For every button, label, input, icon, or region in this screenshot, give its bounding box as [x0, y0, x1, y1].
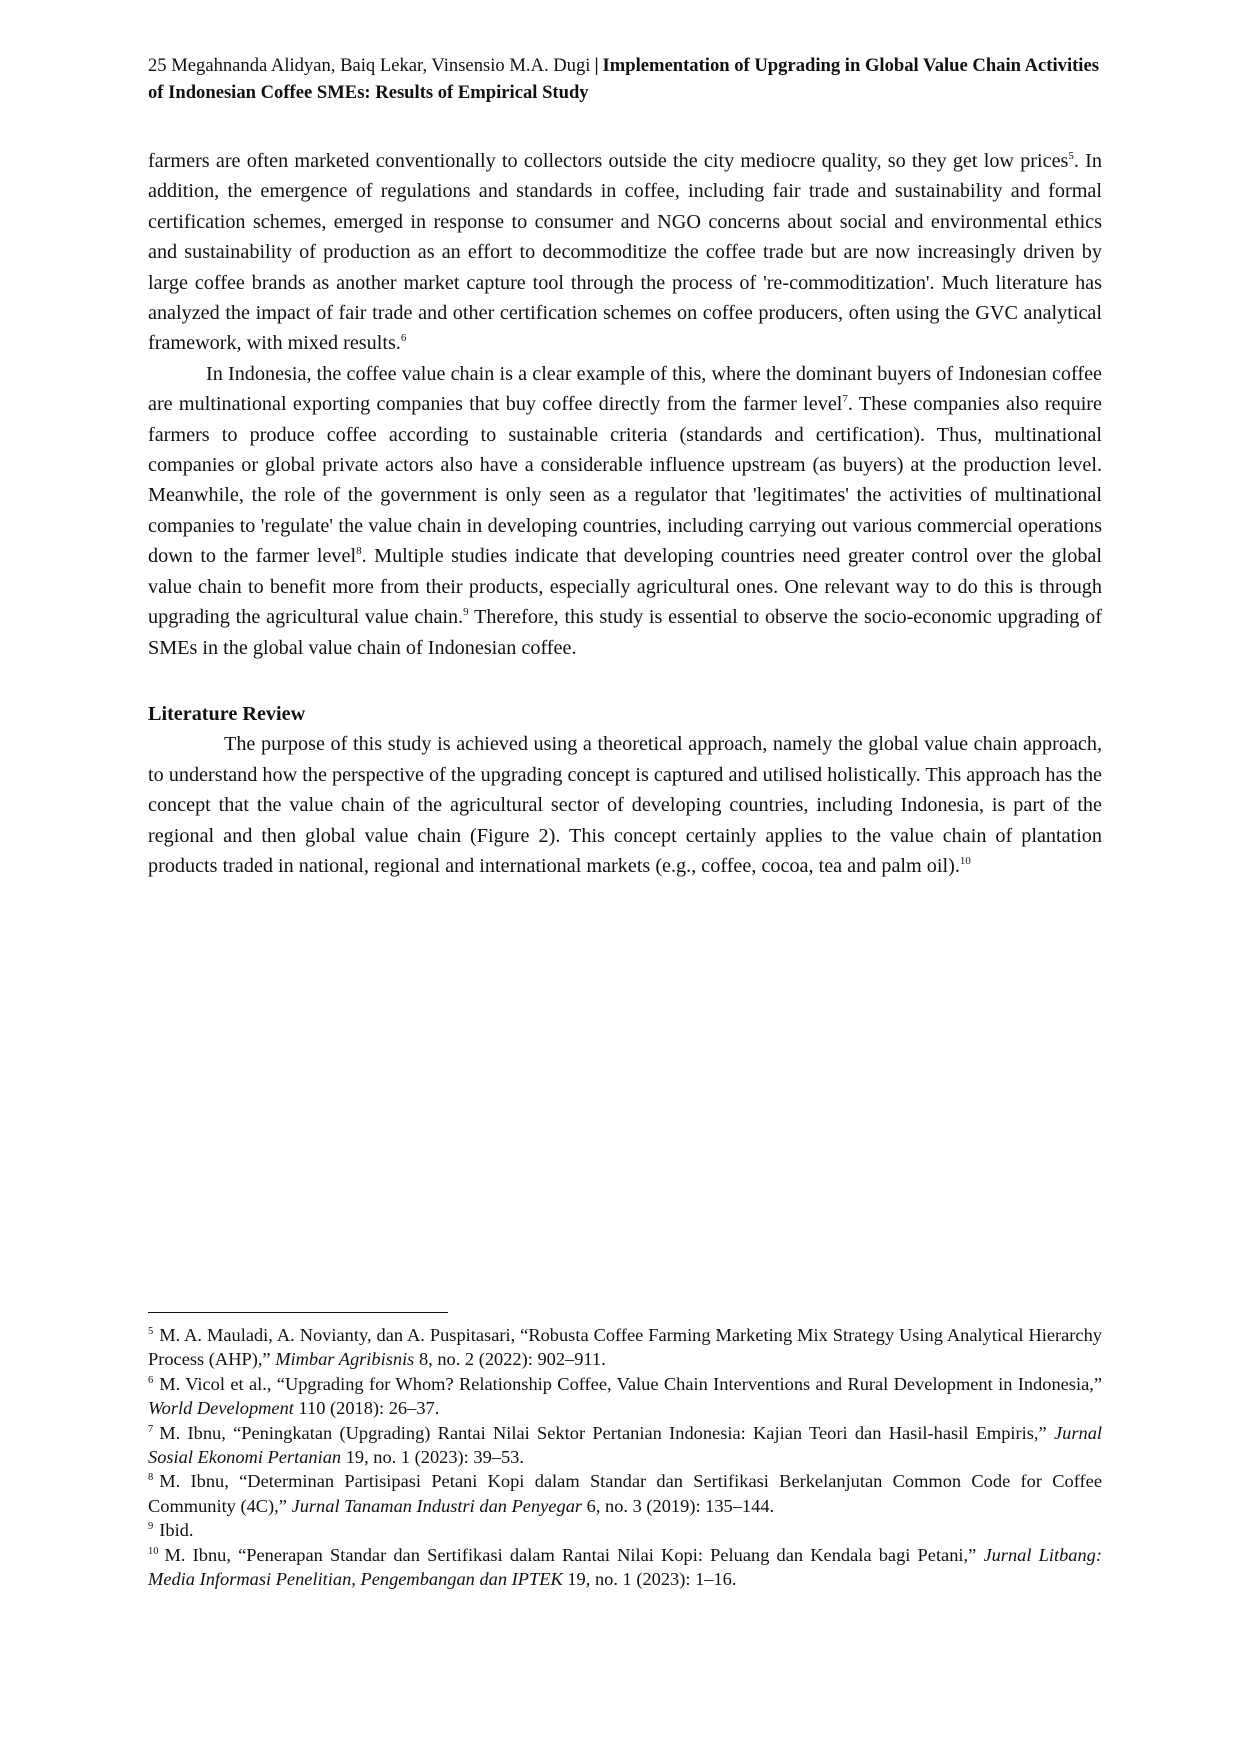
- footnote-number: 9: [148, 1521, 154, 1533]
- footnote-number: 7: [148, 1423, 154, 1435]
- footnote-citation: 19, no. 1 (2023): 1–16.: [562, 1569, 737, 1590]
- footnote-ref-8[interactable]: 8: [356, 545, 362, 558]
- footnote-ref-9[interactable]: 9: [463, 606, 469, 619]
- footnote-text: M. Vicol et al., “Upgrading for Whom? Relationship Coffee, Value Chain Interventions and Rural Development in Indonesia,”: [159, 1373, 1102, 1394]
- section-heading-literature-review: Literature Review: [148, 702, 306, 725]
- footnote-10: [148, 1543, 1102, 1592]
- footnote-number: 10: [148, 1545, 159, 1557]
- footnote-citation: 8, no. 2 (2022): 902–911.: [414, 1349, 606, 1370]
- footnote-8: [148, 1469, 1102, 1518]
- footnotes-section: [148, 1312, 1102, 1591]
- footnote-6: [148, 1372, 1102, 1421]
- footnote-number: 8: [148, 1472, 154, 1484]
- footnote-journal: Mimbar Agribisnis: [275, 1349, 415, 1370]
- footnote-5: [148, 1323, 1102, 1372]
- footnote-text: M. Ibnu, “Penerapan Standar dan Sertifikasi dalam Rantai Nilai Kopi: Peluang dan Kendala bagi Petani,”: [164, 1544, 984, 1565]
- footnote-text: Ibid.: [159, 1520, 194, 1541]
- footnote-journal: World Development: [148, 1398, 294, 1419]
- footnote-7: [148, 1421, 1102, 1470]
- running-head-authors: 25 Megahnanda Alidyan, Baiq Lekar, Vinsensio M.A. Dugi: [148, 55, 591, 76]
- running-head: [148, 52, 1102, 106]
- footnote-number: 5: [148, 1326, 154, 1337]
- footnote-citation: 19, no. 1 (2023): 39–53.: [341, 1447, 524, 1468]
- footnote-ref-7[interactable]: 7: [842, 393, 848, 406]
- footnote-ref-10[interactable]: 10: [959, 854, 971, 867]
- paragraph-1: [148, 146, 1102, 359]
- running-head-separator: |: [594, 55, 599, 76]
- paragraph-3-text-a: The purpose of this study is achieved using a theoretical approach, namely the global value chain approach, to understand how the perspective of the upgrading concept is captured and utilised holistically. This approach has the concept that the value chain of the agricultural sector of developing countries, including Indonesia, is part of the regional and then global value chain (Figure 2). This concept certainly applies to the value chain of plantation products traded in national, regional and international markets (e.g., coffee, cocoa, tea and palm oil).: [148, 733, 1102, 877]
- footnote-journal: Jurnal Tanaman Industri dan Penyegar: [291, 1495, 583, 1516]
- footnote-text: M. A. Mauladi, A. Novianty, dan A. Puspitasari, “Robusta Coffee Farming Marketing Mix Strategy Using Analytical Hierarchy Process (AHP),”: [148, 1325, 1102, 1370]
- footnote-ref-5[interactable]: 5: [1068, 150, 1074, 162]
- paragraph-1-text-b: . In addition, the emergence of regulations and standards in coffee, including fair trade and sustainability and formal certification schemes, emerged in response to consumer and NGO concerns about social and environmental ethics and sustainability of production as an effort to decommoditize the coffee trade but are now increasingly driven by large coffee brands as another market capture tool through the process of 're-commoditization'. Much literature has analyzed the impact of fair trade and other certification schemes on coffee producers, often using the GVC analytical framework, with mixed results.: [148, 150, 1102, 355]
- footnote-divider: [148, 1312, 448, 1313]
- paragraph-2: [148, 359, 1102, 663]
- footnote-9: [148, 1518, 1102, 1542]
- paragraph-2-text-d: Therefore, this study is essential to observe the socio-economic upgrading of SMEs in the global value chain of Indonesian coffee.: [148, 606, 1102, 659]
- paragraph-2-text-b: . These companies also require farmers to produce coffee according to sustainable criteria (standards and certification). Thus, multinational companies or global private actors also have a considerable influence upstream (as buyers) at the production level. Meanwhile, the role of the government is only seen as a regulator that 'legitimates' the activities of multinational companies to 'regulate' the value chain in developing countries, including carrying out various commercial operations down to the farmer level: [148, 393, 1102, 568]
- footnote-citation: 6, no. 3 (2019): 135–144.: [582, 1495, 775, 1516]
- paragraph-3: [148, 729, 1102, 881]
- footnote-text: M. Ibnu, “Peningkatan (Upgrading) Rantai Nilai Sektor Pertanian Indonesia: Kajian Teori dan Hasil-hasil Empiris,”: [159, 1422, 1054, 1443]
- footnote-text: M. Ibnu, “Determinan Partisipasi Petani Kopi dalam Standar dan Sertifikasi Berkelanjutan Common Code for Coffee Community (4C),”: [148, 1471, 1102, 1516]
- footnote-journal: Jurnal Litbang: Media Informasi Penelitian, Pengembangan dan IPTEK: [148, 1544, 1102, 1590]
- paragraph-1-text-a: farmers are often marketed conventionally to collectors outside the city mediocre quality, so they get low prices: [148, 150, 1069, 172]
- paragraph-2-text-a: In Indonesia, the coffee value chain is a clear example of this, where the dominant buyers of Indonesian coffee are multinational exporting companies that buy coffee directly from the farmer level: [148, 362, 1102, 416]
- page-body: [148, 52, 1102, 881]
- paragraph-2-text-c: . Multiple studies indicate that developing countries need greater control over the global value chain to benefit more from their products, especially agricultural ones. One relevant way to do this is through upgrading the agricultural value chain.: [148, 545, 1102, 629]
- footnote-journal: Jurnal Sosial Ekonomi Pertanian: [148, 1422, 1102, 1468]
- running-head-title: Implementation of Upgrading in Global Value Chain Activities of Indonesian Coffee SMEs: Results of Empirical Study: [148, 55, 1099, 103]
- footnote-number: 6: [148, 1374, 154, 1386]
- footnote-citation: 110 (2018): 26–37.: [293, 1398, 440, 1419]
- footnote-ref-6[interactable]: 6: [400, 332, 407, 345]
